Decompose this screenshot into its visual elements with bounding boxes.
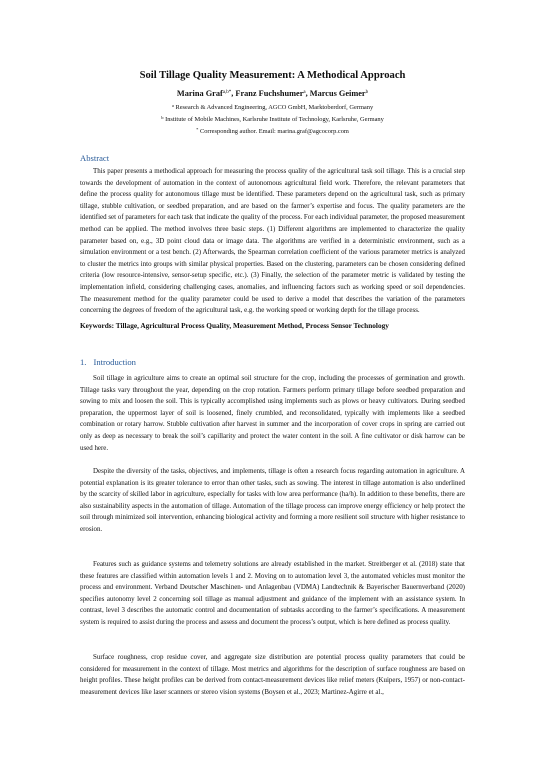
section-title: Introduction: [93, 357, 136, 367]
section-number: 1.: [80, 357, 87, 367]
author-name: Marcus Geimer: [309, 89, 366, 98]
paper-title: Soil Tillage Quality Measurement: A Methodical Approach: [139, 70, 406, 81]
author-affiliation-mark: a,b*: [222, 90, 232, 95]
author-name: Franz Fuchshumer: [235, 89, 304, 98]
affiliation: $^b$ Institute of Mobile Machines, Karlsruhe Institute of Technology, Karlsruhe, Germany: [161, 115, 384, 123]
affiliation: $^a$ Research & Advanced Engineering, AGCO GmbH, Marktoberdorf, Germany: [171, 103, 374, 111]
body-paragraph: Despite the diversity of the tasks, objectives, and implements, tillage is often a research focus regarding automation in agriculture. A potential explanation is its greater tolerance to error than other tasks, such as sowing. The interest in tillage automation is also underlined by the scarcity of skilled labor in agriculture, especially for tasks with low area performance (ha/h). In addition to these benefits, there are also sustainability aspects in the automation of tillage. Automation of the tillage process can improve energy efficiency or help protect the soil through minimized soil intervention, enhancing biological activity and forming a more resilient soil structure with higher resistance to erosion.: [80, 467, 465, 533]
body-paragraph: Features such as guidance systems and telemetry solutions are already established in the market. Streitberger et al. (2018) state that these features are classified within automation levels 1 and 2. Moving on to automation level 3, the automated vehicles must monitor the process and environment. Verband Deutscher Maschinen- und Anlagenbau (VDMA) Landtechnik & Bayerischer Bauernverband (2020) specifies autonomy level 2 concerning soil tillage as manual adjustment and guidance of the implement with an assistance system. In contrast, level 3 describes the automatic control and documentation of subtasks according to the farmer’s specifications. A measurement system is required to assist during the process and assess and document the process’s output, which is here defined as process quality.: [80, 560, 465, 626]
author-affiliation-mark: b: [365, 90, 369, 95]
body-paragraph: Surface roughness, crop residue cover, and aggregate size distribution are potential process quality parameters that could be considered for measurement in the context of tillage. Most metrics and algorithms for the description of surface roughness are based on height profiles. These height profiles can be derived from contact-measurement devices like relief meters (Kuipers, 1957) or non-contact-measurement devices like laser scanners or stereo vision systems (Boysen et al., 2023; Martinez-Agirre et al.,: [80, 653, 465, 696]
keywords: Keywords: Tillage, Agricultural Process Quality, Measurement Method, Process Sensor Technology: [80, 321, 389, 330]
author-affiliation-mark: a: [303, 90, 306, 95]
section-heading-introduction: [80, 357, 136, 367]
corresponding-author: * Corresponding author. Email: marina.graf@agcocorp.com: [196, 127, 349, 135]
author-list: Marina Graf$^{a,b*}$, Franz Fuchshumer$^a$, Marcus Geimer$^b$: [176, 89, 369, 98]
body-paragraph: Soil tillage in agriculture aims to create an optimal soil structure for the crop, including the processes of germination and growth. Tillage tasks vary throughout the year, depending on the crop rotation. Farmers perform primary tillage before seedbed preparation and sowing to mix and loosen the soil. This is typically accomplished using implements such as plows or heavy cultivators. During seedbed preparation, the uppermost layer of soil is loosened, finely crumbled, and reconsolidated, typically with implements like a seedbed combination or rotary harrow. Stubble cultivation after harvest in summer and the incorporation of cover crops in spring are carried out only as deep as necessary to break the soil’s capillarity and protect the water content in the soil. A fine cultivator or disk harrow can be used here.: [80, 374, 465, 452]
author-name: Marina Graf: [176, 89, 223, 98]
abstract-heading: Abstract: [80, 153, 110, 163]
abstract-text: This paper presents a methodical approach for measuring the process quality of the agricultural task soil tillage. This is a crucial step towards the development of automation in the context of autonomous agricultural field work. Therefore, the relevant parameters that define the process quality for autonomous tillage must be identified. These parameters depend on the agricultural task, such as primary tillage, stubble cultivation, or seedbed preparation, and are based on the farmer’s expertise and focus. The quality parameters are the identified set of parameters for each task that indicate the quality of the process. For each individual parameter, the proposed measurement method can be applied. The method involves three basic steps. (1) Different algorithms are implemented to characterize the quality parameter based on, e.g., 3D point cloud data or image data. The algorithms are verified in a deterministic environment, such as a simulation environment or a test bench. (2) Afterwards, the Spearman correlation coefficient of the various parameter metrics is analyzed to cluster the metrics into groups with similar physical properties. Based on the clustering, parameters can be chosen considering defined criteria (low resource-intensive, sensor-setup specific, etc.). (3) Finally, the selection of the parameter metric is validated by testing the implementation infield, considering challenging cases, anomalies, and influencing factors such as working speed or soil dependencies. The measurement method for the quality parameter could be used to derive a model that describes the variation of the parameters concerning the degrees of freedom of the agricultural task, e.g. the working speed or working depth for the tillage process.: [80, 167, 465, 315]
